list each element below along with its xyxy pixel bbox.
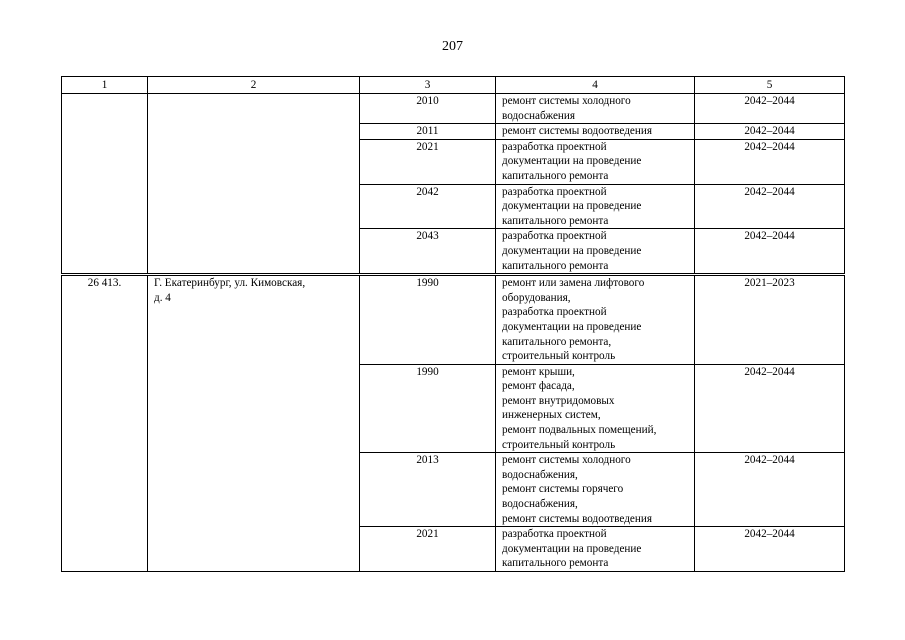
- header-col-2: 2: [148, 77, 360, 94]
- work-line: документации на проведение: [502, 155, 642, 168]
- work-cell: [496, 184, 695, 229]
- period-cell: 2042–2044: [695, 94, 845, 124]
- entry-number-cell: 26 413.: [62, 276, 148, 572]
- work-line: разработка проектной: [502, 185, 607, 198]
- page-number: 207: [442, 39, 463, 54]
- work-line: оборудования,: [502, 291, 571, 304]
- table-row: [62, 94, 845, 124]
- year-cell: 2042: [360, 184, 496, 229]
- work-line: водоснабжения: [502, 109, 576, 122]
- year-cell: 2011: [360, 124, 496, 140]
- work-line: капитального ремонта: [502, 214, 609, 227]
- work-line: строительный контроль: [502, 350, 616, 363]
- period-cell: 2042–2044: [695, 453, 845, 527]
- work-line: водоснабжения,: [502, 468, 578, 481]
- header-col-5: 5: [695, 77, 845, 94]
- header-col-1: 1: [62, 77, 148, 94]
- work-line: разработка проектной: [502, 528, 607, 541]
- year-cell: 2021: [360, 527, 496, 572]
- work-line: капитального ремонта: [502, 557, 609, 570]
- address-cell: [148, 94, 360, 274]
- work-line: капитального ремонта,: [502, 335, 612, 348]
- work-line: разработка проектной: [502, 230, 607, 243]
- work-line: ремонт или замена лифтового: [502, 277, 645, 290]
- work-cell: [496, 527, 695, 572]
- work-line: ремонт подвальных помещений,: [502, 424, 657, 437]
- work-cell: [496, 94, 695, 124]
- address-cell: [148, 276, 360, 572]
- work-line: инженерных систем,: [502, 409, 601, 422]
- period-cell: 2042–2044: [695, 364, 845, 453]
- period-cell: 2042–2044: [695, 527, 845, 572]
- work-line: документации на проведение: [502, 542, 642, 555]
- year-cell: 2013: [360, 453, 496, 527]
- address-line: д. 4: [154, 291, 171, 304]
- period-cell: 2042–2044: [695, 124, 845, 140]
- work-line: ремонт системы водоотведения: [502, 125, 652, 138]
- work-line: документации на проведение: [502, 200, 642, 213]
- period-cell: 2042–2044: [695, 139, 845, 184]
- work-line: документации на проведение: [502, 320, 642, 333]
- year-cell: 1990: [360, 364, 496, 453]
- work-cell: [496, 276, 695, 365]
- table-row: [62, 276, 845, 365]
- work-line: капитального ремонта: [502, 259, 609, 272]
- period-cell: 2021–2023: [695, 276, 845, 365]
- work-cell: [496, 124, 695, 140]
- work-line: ремонт системы холодного: [502, 454, 631, 467]
- work-line: ремонт системы холодного: [502, 95, 631, 107]
- year-cell: 2043: [360, 229, 496, 274]
- work-line: водоснабжения,: [502, 498, 578, 511]
- address-line: Г. Екатеринбург, ул. Кимовская,: [154, 277, 306, 290]
- work-line: документации на проведение: [502, 244, 642, 257]
- work-cell: [496, 139, 695, 184]
- work-line: разработка проектной: [502, 306, 607, 319]
- period-cell: 2042–2044: [695, 229, 845, 274]
- year-cell: 2010: [360, 94, 496, 124]
- work-line: строительный контроль: [502, 438, 616, 451]
- work-line: ремонт внутридомовых: [502, 394, 615, 407]
- work-line: ремонт системы водоотведения: [502, 512, 652, 525]
- work-line: ремонт системы горячего: [502, 483, 624, 496]
- header-row: [62, 77, 845, 94]
- work-line: ремонт фасада,: [502, 380, 575, 393]
- year-cell: 1990: [360, 276, 496, 365]
- work-line: капитального ремонта: [502, 169, 609, 182]
- work-line: разработка проектной: [502, 140, 607, 153]
- work-cell: [496, 229, 695, 274]
- period-cell: 2042–2044: [695, 184, 845, 229]
- year-cell: 2021: [360, 139, 496, 184]
- work-line: ремонт крыши,: [502, 365, 575, 378]
- work-cell: [496, 364, 695, 453]
- repair-schedule-table: [61, 76, 845, 572]
- header-col-4: 4: [496, 77, 695, 94]
- entry-number-cell: [62, 94, 148, 274]
- header-col-3: 3: [360, 77, 496, 94]
- work-cell: [496, 453, 695, 527]
